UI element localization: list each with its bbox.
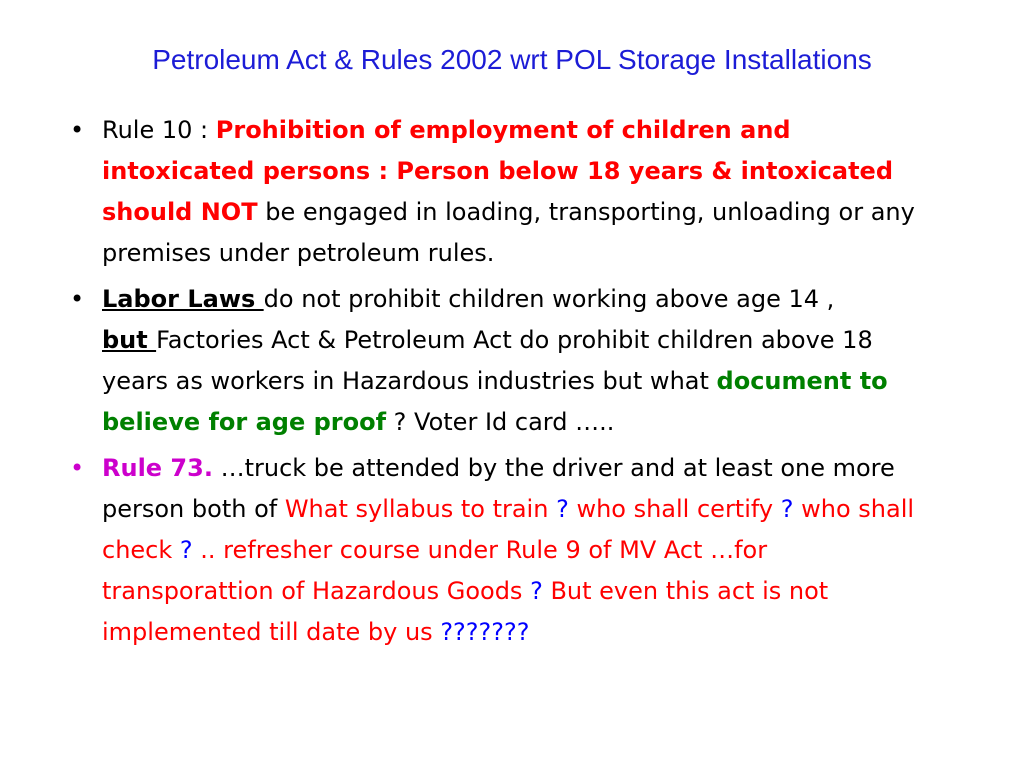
rule-10-rest: be engaged in loading, transporting, unloading or any premises under petroleum rules. bbox=[102, 198, 915, 267]
bullet-dot-icon: • bbox=[70, 454, 85, 482]
labor-laws-text-1: do not prohibit children working above age 14 , bbox=[263, 285, 835, 313]
rule-73-text-1: …truck be attended by the driver and at least one more person both of bbox=[102, 454, 895, 523]
slide-body bbox=[62, 110, 942, 658]
labor-laws-text-2: Factories Act & Petroleum Act do prohibit children above 18 years as workers in Hazardous industries but what bbox=[102, 326, 873, 395]
rule-73-question-3: ? bbox=[179, 536, 193, 564]
rule-73-red-1: What syllabus to train bbox=[284, 495, 557, 523]
bullet-dot-icon: • bbox=[70, 116, 85, 144]
but-label: but bbox=[102, 326, 157, 354]
rule-73-red-4: .. refresher course under Rule 9 of MV Act …for transporattion of Hazardous Goods bbox=[102, 536, 768, 605]
rule-10-emphasis: Prohibition of employment of children and intoxicated persons : Person below 18 years & intoxicated should NOT bbox=[102, 116, 894, 226]
rule-73-question-2: ? bbox=[780, 495, 794, 523]
bullet-dot-icon: • bbox=[70, 285, 85, 313]
bullet-rule-10 bbox=[62, 110, 942, 274]
rule-73-red-5: But even this act is not implemented till date by us bbox=[102, 577, 829, 646]
rule-73-question-5: ??????? bbox=[440, 618, 530, 646]
rule-73-label: Rule 73. bbox=[102, 454, 213, 482]
bullet-rule-73 bbox=[62, 448, 942, 653]
rule-73-red-3: who shall check bbox=[102, 495, 915, 564]
rule-73-red-2: who shall certify bbox=[568, 495, 781, 523]
age-proof-emphasis: document to believe for age proof bbox=[102, 367, 888, 436]
rule-73-question-4: ? bbox=[530, 577, 543, 605]
rule-10-prefix: Rule 10 : bbox=[102, 116, 216, 144]
labor-laws-label: Labor Laws bbox=[102, 285, 264, 313]
slide-title: Petroleum Act & Rules 2002 wrt POL Storage Installations bbox=[152, 44, 872, 75]
labor-laws-text-3: ? Voter Id card ….. bbox=[386, 408, 615, 436]
rule-73-question-1: ? bbox=[556, 495, 569, 523]
bullet-labor-laws bbox=[62, 279, 942, 443]
